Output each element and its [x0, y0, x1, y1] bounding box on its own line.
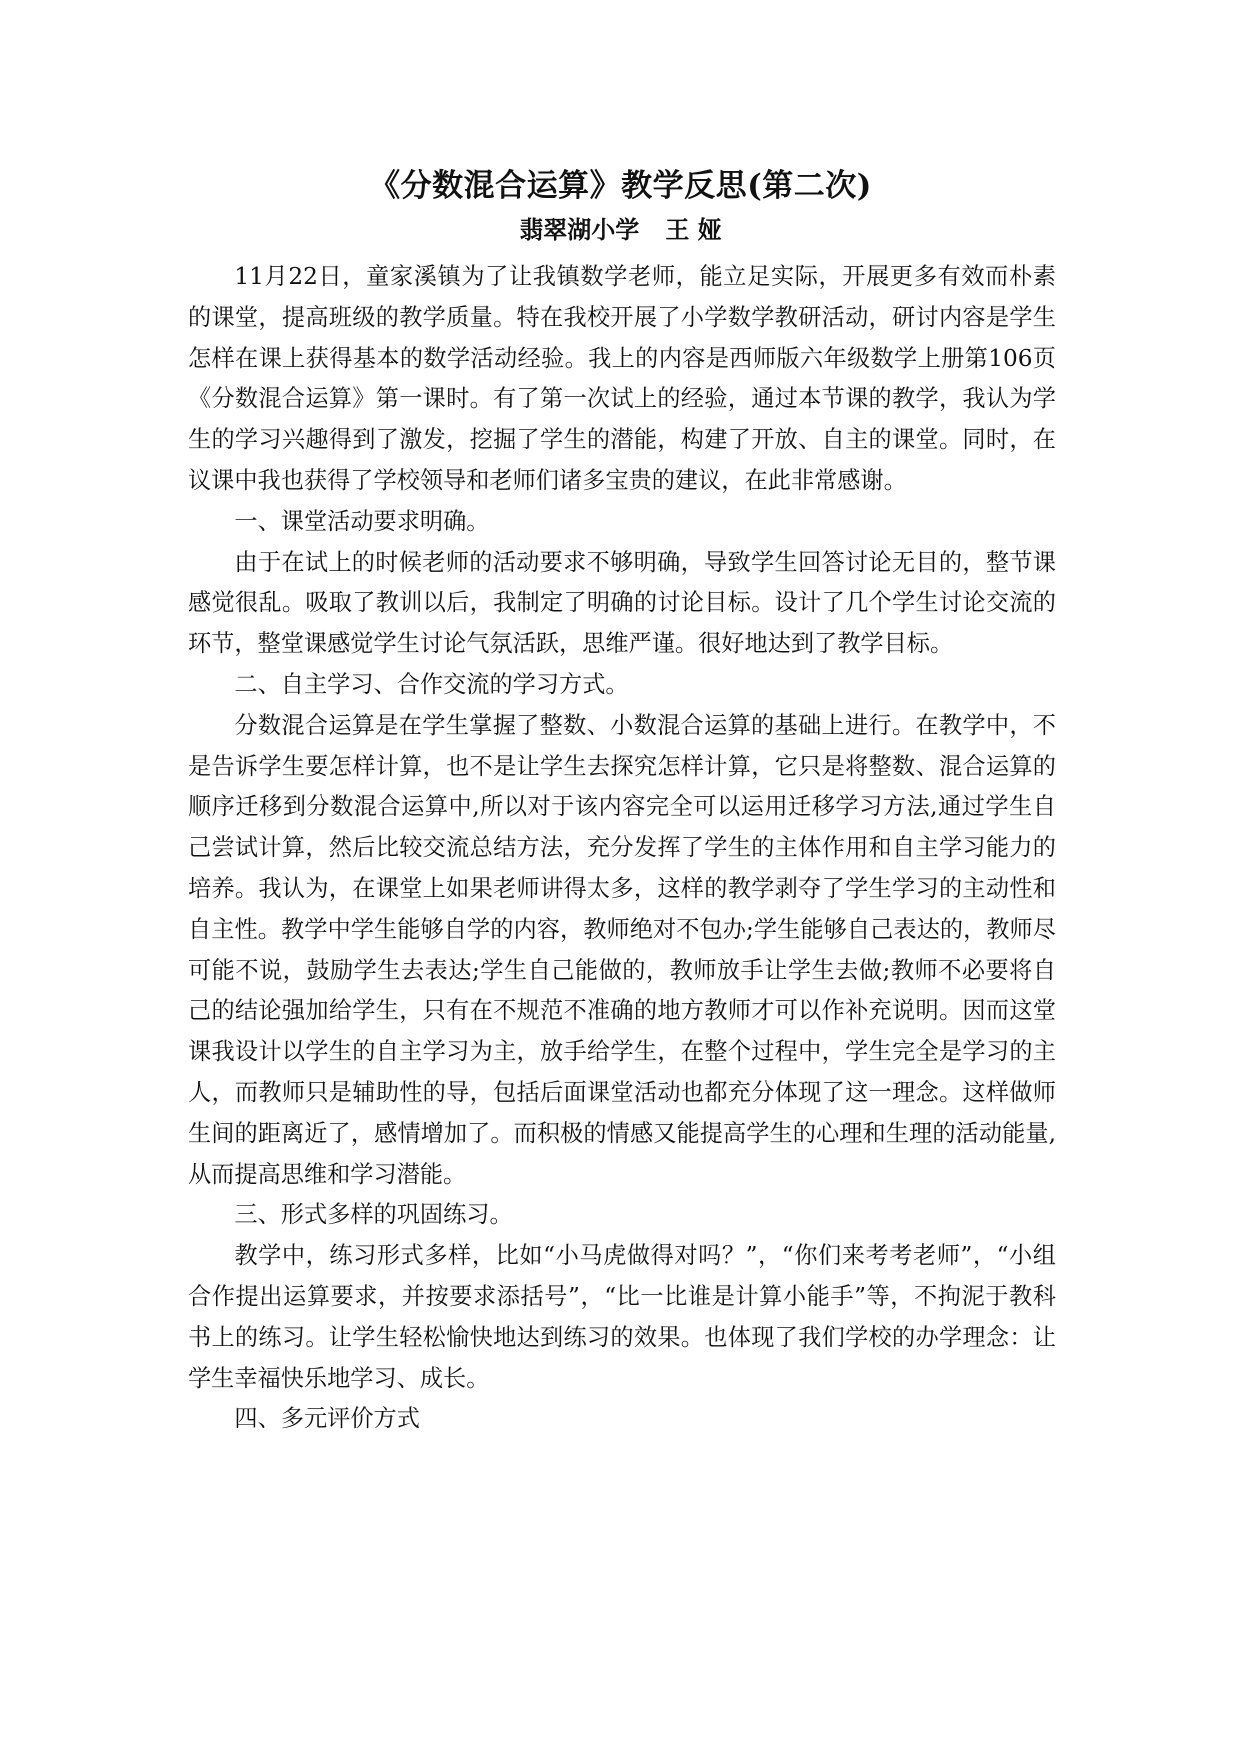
- author-school: 翡翠湖小学: [519, 215, 640, 244]
- section-heading-2: 二、自主学习、合作交流的学习方式。: [234, 670, 629, 698]
- document-body: [188, 257, 1056, 1440]
- document-title: 《分数混合运算》教学反思(第二次): [369, 168, 872, 204]
- paragraph-intro: 11月22日，童家溪镇为了让我镇数学老师，能立足实际，开展更多有效而朴素的课堂，提高班级的教学质量。特在我校开展了小学数学教研活动，研讨内容是学生怎样在课上获得基本的数学活动经验。我上的内容是西师版六年级数学上册第106页《分数混合运算》第一课时。有了第一次试上的经验，通过本节课的教学，我认为学生的学习兴趣得到了激发，挖掘了学生的潜能，构建了开放、自主的课堂。同时，在议课中我也获得了学校领导和老师们诸多宝贵的建议，在此非常感谢。: [188, 263, 1056, 494]
- paragraph-section-1: 由于在试上的时候老师的活动要求不够明确，导致学生回答讨论无目的，整节课感觉很乱。吸取了教训以后，我制定了明确的讨论目标。设计了几个学生讨论交流的环节，整堂课感觉学生讨论气氛活跃，思维严谨。很好地达到了教学目标。: [188, 548, 1056, 658]
- section-heading-4: 四、多元评价方式: [234, 1405, 420, 1433]
- section-heading-3: 三、形式多样的巩固练习。: [234, 1201, 513, 1229]
- section-heading-1: 一、课堂活动要求明确。: [234, 507, 490, 535]
- author-line: [0, 212, 1241, 248]
- paragraph-section-3: 教学中，练习形式多样，比如“小马虎做得对吗？”，“你们来考考老师”，“小组合作提出运算要求，并按要求添括号”，“比一比谁是计算小能手”等，不拘泥于教科书上的练习。让学生轻松愉快地达到练习的效果。也体现了我们学校的办学理念：让学生幸福快乐地学习、成长。: [188, 1242, 1056, 1392]
- paragraph-section-2: 分数混合运算是在学生掌握了整数、小数混合运算的基础上进行。在教学中，不是告诉学生要怎样计算，也不是让学生去探究怎样计算，它只是将整数、混合运算的顺序迁移到分数混合运算中,所以对于该内容完全可以运用迁移学习方法,通过学生自己尝试计算，然后比较交流总结方法，充分发挥了学生的主体作用和自主学习能力的培养。我认为，在课堂上如果老师讲得太多，这样的教学剥夺了学生学习的主动性和自主性。教学中学生能够自学的内容，教师绝对不包办;学生能够自己表达的，教师尽可能不说，鼓励学生去表达;学生自己能做的，教师放手让学生去做;教师不必要将自己的结论强加给学生，只有在不规范不准确的地方教师才可以作补充说明。因而这堂课我设计以学生的自主学习为主，放手给学生，在整个过程中，学生完全是学习的主人，而教师只是辅助性的导，包括后面课堂活动也都充分体现了这一理念。这样做师生间的距离近了，感情增加了。而积极的情感又能提高学生的心理和生理的活动能量,从而提高思维和学习潜能。: [188, 711, 1056, 1188]
- author-name: 王 娅: [665, 215, 722, 244]
